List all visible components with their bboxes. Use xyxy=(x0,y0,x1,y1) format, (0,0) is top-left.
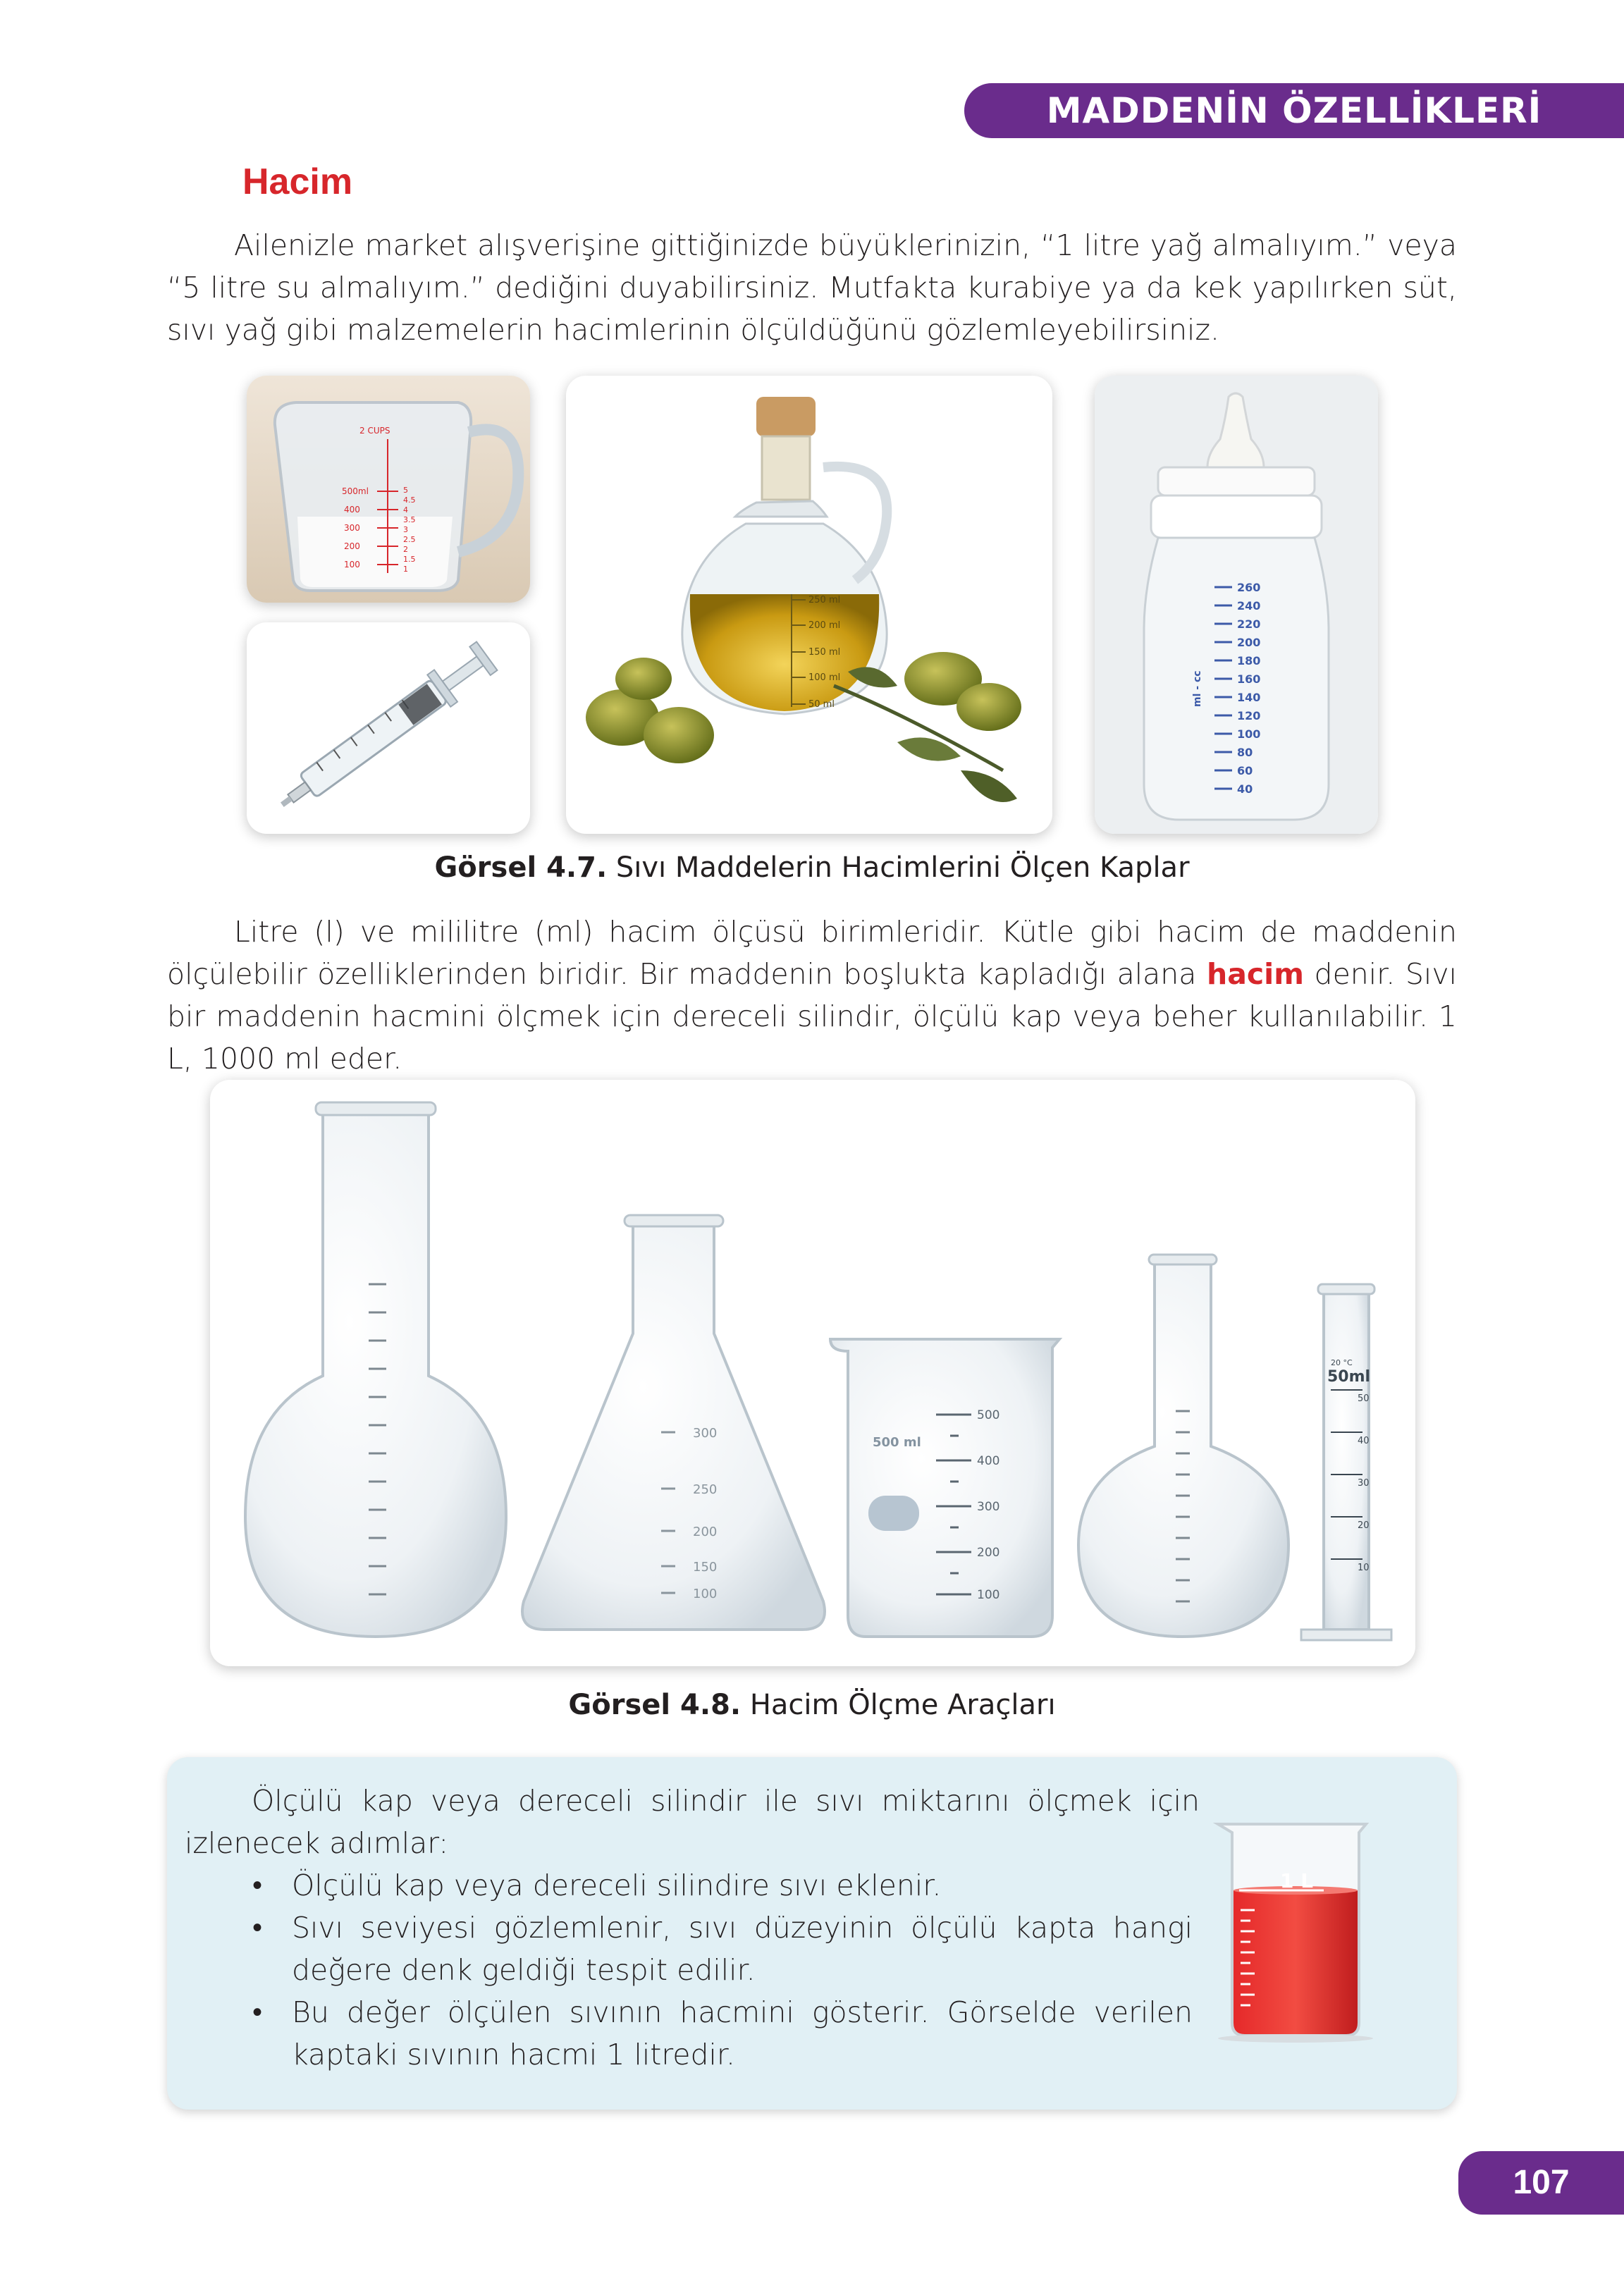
figure-label: Görsel 4.7. xyxy=(434,851,608,884)
cup-mark: 1 xyxy=(403,565,408,574)
definition-text: Litre (l) ve mililitre (ml) hacim ölçüsü birimleridir. Kütle gibi hacim de maddenin ölçülebilir özelliklerinden biridir. Bir maddenin boşlukta kapladığı alana xyxy=(167,915,1457,991)
erlenmeyer-mark: 250 xyxy=(693,1482,718,1497)
cup-mark: 4.5 xyxy=(403,495,416,505)
figure-caption xyxy=(0,851,1624,884)
definition-paragraph xyxy=(167,911,1457,1080)
oil-mark: 150 ml xyxy=(808,647,841,658)
bottle-mark: 160 xyxy=(1237,672,1261,686)
beaker-label: 500 ml xyxy=(873,1435,921,1450)
bottle-unit: ml - cc xyxy=(1192,670,1203,707)
bottle-mark: 240 xyxy=(1237,599,1261,612)
baby-bottle-image xyxy=(1095,376,1378,834)
beaker-mark: 200 xyxy=(977,1546,1000,1560)
steps-intro-text: Ölçülü kap veya dereceli silindir ile sıvı miktarını ölçmek için izlenecek adımlar: xyxy=(185,1784,1200,1860)
beaker-mark: 100 xyxy=(977,1588,1000,1602)
figure-caption xyxy=(0,1689,1624,1721)
bottle-mark: 40 xyxy=(1237,782,1253,796)
cylinder-temp: 20 °C xyxy=(1331,1358,1353,1367)
bottle-mark: 140 xyxy=(1237,691,1261,704)
cup-mark: 2.5 xyxy=(403,535,416,544)
intro-text: Ailenizle market alışverişine gittiğinizde büyüklerinizin, “1 litre yağ almalıyım.” veya “5 litre su almalıyım.” dediğini duyabilirsiniz. Mutfakta kurabiye ya da kek yapılırken süt, sıvı yağ gibi malzemelerin hacimlerinin ölçüldüğünü gözlemleyebilirsiniz. xyxy=(167,228,1457,347)
bottle-mark: 100 xyxy=(1237,727,1261,741)
page-number: 107 xyxy=(1458,2151,1624,2215)
oil-mark: 200 ml xyxy=(808,620,841,631)
cup-mark: 100 xyxy=(344,560,360,570)
section-title: Hacim xyxy=(242,161,353,202)
bottle-mark: 180 xyxy=(1237,654,1261,667)
cup-mark: 3.5 xyxy=(403,515,416,524)
cylinder-mark: 30 xyxy=(1358,1478,1370,1489)
bottle-mark: 60 xyxy=(1237,764,1253,777)
bottle-mark: 120 xyxy=(1237,709,1261,722)
syringe-image xyxy=(247,622,530,834)
erlenmeyer-mark: 150 xyxy=(693,1560,718,1575)
cup-mark: 300 xyxy=(344,523,360,533)
cup-mark: 2 xyxy=(403,545,408,554)
beaker-mark: 400 xyxy=(977,1454,1000,1468)
cup-mark: 200 xyxy=(344,541,360,551)
erlenmeyer-mark: 300 xyxy=(693,1426,718,1441)
cup-mark: 500ml xyxy=(342,486,369,496)
oil-mark: 50 ml xyxy=(808,699,835,710)
beaker-volume-label: 1 L xyxy=(1280,1869,1314,1892)
beaker-mark: 500 xyxy=(977,1408,1000,1422)
oil-mark: 250 ml xyxy=(808,595,841,605)
list-item: • Ölçülü kap veya dereceli silindire sıvı eklenir. xyxy=(185,1864,1193,1907)
definition-text: denir. Sıvı bir maddenin hacmini ölçmek için dereceli silindir, ölçülü kap veya beher kullanılabilir. 1 L, 1000 ml eder. xyxy=(167,957,1457,1076)
steps-list xyxy=(185,1864,1193,2076)
cylinder-label: 50ml xyxy=(1327,1368,1371,1386)
oil-jug-image xyxy=(566,376,1052,834)
intro-paragraph xyxy=(167,224,1457,351)
measuring-cup-image xyxy=(247,376,530,603)
erlenmeyer-mark: 100 xyxy=(693,1587,718,1601)
cup-mark: 3 xyxy=(403,525,408,534)
lab-glassware-image xyxy=(210,1080,1415,1666)
bottle-mark: 200 xyxy=(1237,636,1261,649)
chapter-header: MADDENİN ÖZELLİKLERİ xyxy=(964,83,1624,138)
erlenmeyer-mark: 200 xyxy=(693,1525,718,1539)
figure-caption-text: Sıvı Maddelerin Hacimlerini Ölçen Kaplar xyxy=(615,851,1190,884)
figure-label: Görsel 4.8. xyxy=(568,1689,742,1721)
steps-intro xyxy=(185,1780,1200,1864)
bottle-mark: 260 xyxy=(1237,581,1261,594)
figure-caption-text: Hacim Ölçme Araçları xyxy=(749,1689,1056,1721)
cylinder-mark: 40 xyxy=(1358,1436,1370,1446)
cylinder-mark: 50 xyxy=(1358,1393,1370,1404)
bottle-mark: 220 xyxy=(1237,617,1261,631)
list-item: • Bu değer ölçülen sıvının hacmini gösterir. Görselde verilen kaptaki sıvının hacmi 1 litredir. xyxy=(185,1991,1193,2076)
oil-mark: 100 ml xyxy=(808,672,841,683)
cup-mark: 1.5 xyxy=(403,555,416,564)
cup-mark: 2 CUPS xyxy=(359,426,390,436)
cup-mark: 5 xyxy=(403,486,408,495)
cylinder-mark: 10 xyxy=(1358,1563,1370,1573)
cup-mark: 4 xyxy=(403,505,408,515)
cylinder-mark: 20 xyxy=(1358,1520,1370,1531)
red-liquid-beaker-image xyxy=(1211,1811,1380,2044)
highlight-term: hacim xyxy=(1207,957,1304,991)
list-item: • Sıvı seviyesi gözlemlenir, sıvı düzeyinin ölçülü kapta hangi değere denk geldiği tespit edilir. xyxy=(185,1907,1193,1991)
beaker-mark: 300 xyxy=(977,1500,1000,1514)
bottle-mark: 80 xyxy=(1237,746,1253,759)
cup-mark: 400 xyxy=(344,505,360,515)
